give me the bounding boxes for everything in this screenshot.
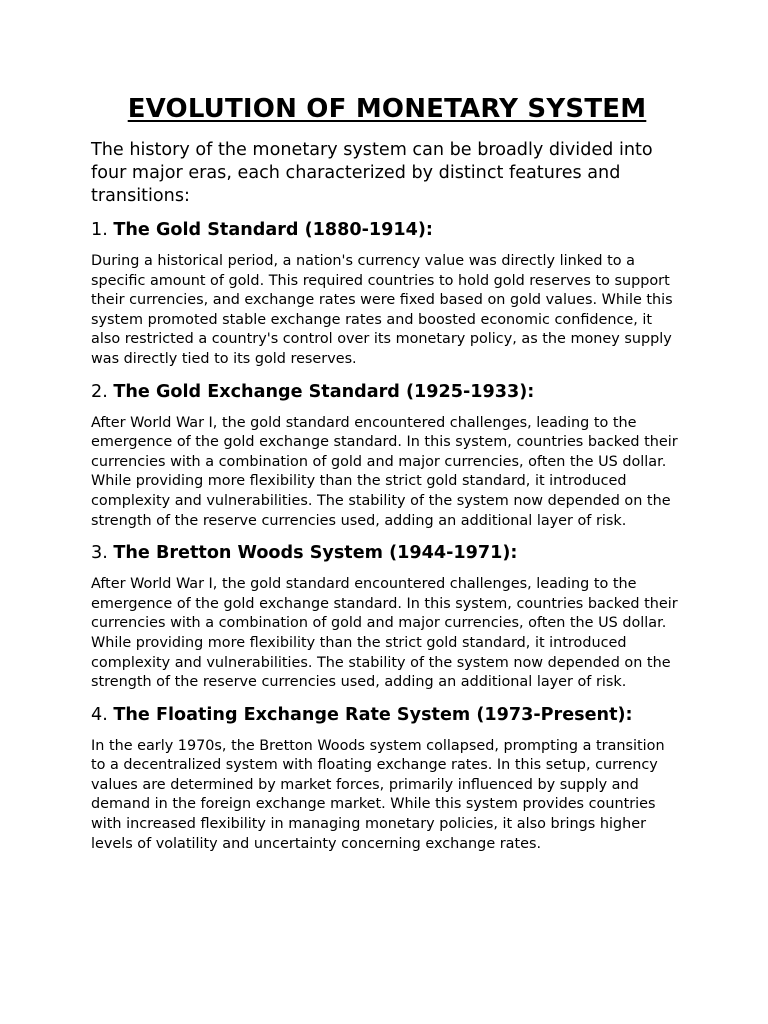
section-number: 1. xyxy=(91,220,108,240)
document-title: EVOLUTION OF MONETARY SYSTEM xyxy=(127,94,647,124)
section-heading xyxy=(91,541,683,565)
section-heading xyxy=(91,218,683,242)
section-number: 2. xyxy=(91,381,108,402)
section-heading xyxy=(91,703,683,727)
section-body: In the early 1970s, the Bretton Woods system collapsed, prompting a transition to a decentralized system with floating exchange rates. In this setup, currency values are determined by market forces, primarily influenced by supply and demand in the foreign exchange market. While this system provides countries with increased flexibility in managing monetary policies, it also brings higher levels of volatility and uncertainty concerning exchange rates. xyxy=(91,737,665,852)
section-title: The Bretton Woods System (1944-1971): xyxy=(113,543,518,564)
section-bretton-woods xyxy=(91,541,683,693)
section-title: The Floating Exchange Rate System (1973-Present): xyxy=(113,704,633,725)
section-title: The Gold Exchange Standard (1925-1933): xyxy=(113,381,535,402)
section-body: During a historical period, a nation's currency value was directly linked to a specific amount of gold. This required countries to hold gold reserves to support their currencies, and exchange rates were fixed based on gold values. While this system promoted stable exchange rates and boosted economic confidence, it also restricted a country's control over its monetary policy, as the money supply was directly tied to its gold reserves. xyxy=(91,253,673,367)
section-body: After World War I, the gold standard encountered challenges, leading to the emergence of the gold exchange standard. In this system, countries backed their currencies with a combination of gold and major currencies, often the US dollar. While providing more flexibility than the strict gold standard, it introduced complexity and vulnerabilities. The stability of the system now depended on the strength of the reserve currencies used, adding an additional layer of risk. xyxy=(91,414,678,529)
section-gold-exchange-standard xyxy=(91,380,683,532)
intro-paragraph: The history of the monetary system can be broadly divided into four major eras, each characterized by distinct features and transitions: xyxy=(91,140,653,206)
section-title: The Gold Standard (1880-1914): xyxy=(113,220,433,240)
section-number: 3. xyxy=(91,543,108,564)
section-heading xyxy=(91,380,683,404)
section-gold-standard xyxy=(91,218,683,370)
document-page xyxy=(91,90,683,864)
section-body: After World War I, the gold standard encountered challenges, leading to the emergence of the gold exchange standard. In this system, countries backed their currencies with a combination of gold and major currencies, often the US dollar. While providing more flexibility than the strict gold standard, it introduced complexity and vulnerabilities. The stability of the system now depended on the strength of the reserve currencies used, adding an additional layer of risk. xyxy=(91,576,678,691)
section-floating-exchange-rate xyxy=(91,703,683,855)
section-number: 4. xyxy=(91,704,108,725)
